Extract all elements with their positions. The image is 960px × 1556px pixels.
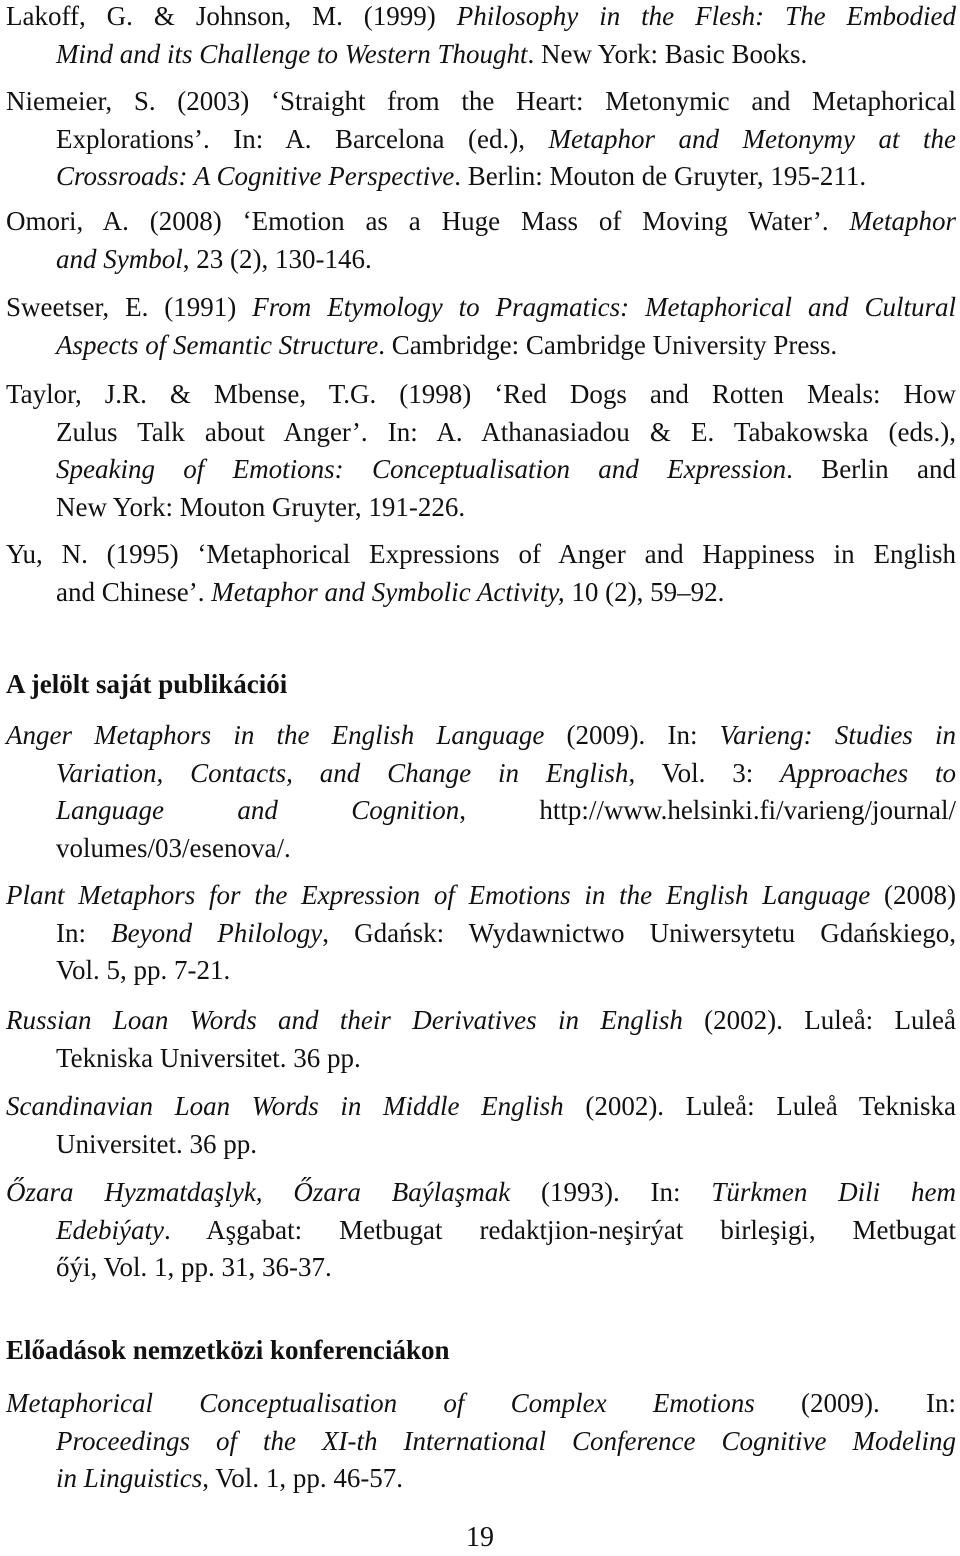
- publication-russian-loan-words: Russian Loan Words and their Derivatives in English (2002). Luleå: Luleå Tekniska Universitet. 36 pp.: [6, 1005, 956, 1073]
- publication-anger-metaphors: Anger Metaphors in the English Language (2009). In: Varieng: Studies in Variation, Contacts, and Change in English, Vol. 3: Approaches to Language and Cognition, http://www.helsinki.fi/varieng/journal/ volumes/03/esenova/.: [6, 720, 956, 863]
- reference-sweetser: Sweetser, E. (1991) From Etymology to Pragmatics: Metaphorical and Cultural Aspects of Semantic Structure. Cambridge: Cambridge University Press.: [6, 292, 956, 360]
- section-heading-conference-talks: Előadások nemzetközi konferenciákon: [6, 1335, 450, 1365]
- publication-ozara: Őzara Hyzmatdaşlyk, Őzara Baýlaşmak (1993). In: Türkmen Dili hem Edebiýaty. Aşgabat: Metbugat redaktjion-neşirýat birleşigi, Metbugat őýi, Vol. 1, pp. 31, 36-37.: [6, 1177, 956, 1283]
- reference-lakoff: Lakoff, G. & Johnson, M. (1999) Philosophy in the Flesh: The Embodied Mind and its Challenge to Western Thought. New York: Basic Books.: [6, 1, 956, 69]
- reference-omori: Omori, A. (2008) ‘Emotion as a Huge Mass of Moving Water’. Metaphor and Symbol, 23 (2), 130-146.: [6, 206, 956, 274]
- talk-metaphorical-conceptualisation: Metaphorical Conceptualisation of Complex Emotions (2009). In: Proceedings of the XI-th International Conference Cognitive Modeling in Linguistics, Vol. 1, pp. 46-57.: [6, 1388, 956, 1494]
- publication-plant-metaphors: Plant Metaphors for the Expression of Emotions in the English Language (2008) In: Beyond Philology, Gdańsk: Wydawnictwo Uniwersytetu Gdańskiego, Vol. 5, pp. 7-21.: [6, 880, 956, 986]
- section-heading-own-publications: A jelölt saját publikációi: [6, 669, 288, 699]
- reference-niemeier: Niemeier, S. (2003) ‘Straight from the Heart: Metonymic and Metaphorical Explorations’. In: A. Barcelona (ed.), Metaphor and Metonymy at the Crossroads: A Cognitive Perspective. Berlin: Mouton de Gruyter, 195-211.: [6, 86, 956, 192]
- reference-taylor: Taylor, J.R. & Mbense, T.G. (1998) ‘Red Dogs and Rotten Meals: How Zulus Talk about Anger’. In: A. Athanasiadou & E. Tabakowska (eds.), Speaking of Emotions: Conceptualisation and Expression. Berlin and New York: Mouton Gruyter, 191-226.: [6, 379, 956, 522]
- page-number: 19: [466, 1522, 494, 1553]
- reference-yu: Yu, N. (1995) ‘Metaphorical Expressions of Anger and Happiness in English and Chinese’. Metaphor and Symbolic Activity, 10 (2), 59–92.: [6, 539, 956, 607]
- publication-scandinavian-loan-words: Scandinavian Loan Words in Middle English (2002). Luleå: Luleå Tekniska Universitet. 36 pp.: [6, 1091, 956, 1159]
